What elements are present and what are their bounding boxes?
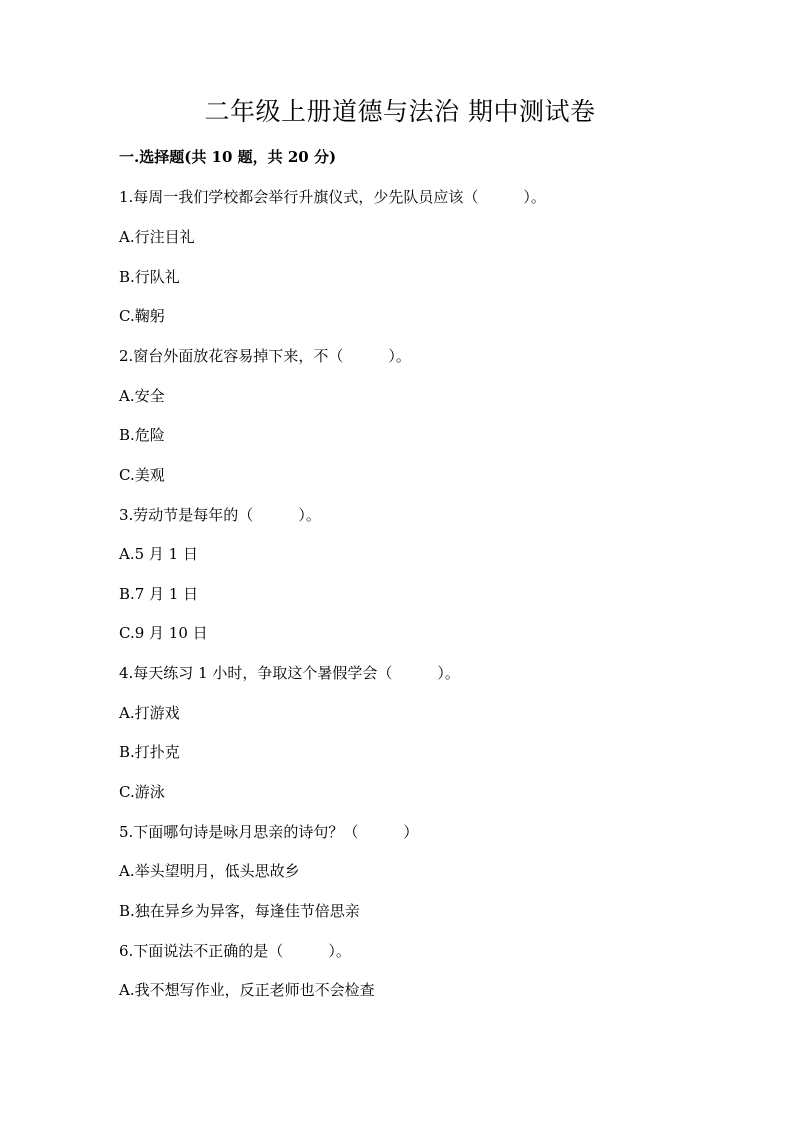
question-2-option-a: A.安全 <box>119 387 165 405</box>
question-6-stem: 6.下面说法不正确的是（ ）。 <box>119 942 351 960</box>
question-6-option-a: A.我不想写作业，反正老师也不会检查 <box>119 981 375 999</box>
question-5-option-b: B.独在异乡为异客，每逢佳节倍思亲 <box>119 902 360 920</box>
question-3-stem: 3.劳动节是每年的（ ）。 <box>119 506 321 524</box>
question-3-option-b: B.7 月 1 日 <box>119 585 199 603</box>
question-2-option-b: B.危险 <box>119 426 165 444</box>
section-heading: 一.选择题(共 10 题，共 20 分) <box>119 148 337 166</box>
question-5-option-a: A.举头望明月，低头思故乡 <box>119 862 300 880</box>
question-1-option-c: C.鞠躬 <box>119 307 165 325</box>
question-4-stem: 4.每天练习 1 小时，争取这个暑假学会（ ）。 <box>119 664 460 682</box>
question-4-option-a: A.打游戏 <box>119 704 180 722</box>
question-3-option-a: A.5 月 1 日 <box>119 545 198 563</box>
question-2-stem: 2.窗台外面放花容易掉下来，不（ ）。 <box>119 347 411 365</box>
question-4-option-b: B.打扑克 <box>119 743 180 761</box>
question-1-option-a: A.行注目礼 <box>119 228 195 246</box>
page-title: 二年级上册道德与法治 期中测试卷 <box>204 97 596 126</box>
question-5-stem: 5.下面哪句诗是咏月思亲的诗句？（ ） <box>119 823 419 841</box>
question-1-option-b: B.行队礼 <box>119 268 180 286</box>
question-2-option-c: C.美观 <box>119 466 165 484</box>
question-1-stem: 1.每周一我们学校都会举行升旗仪式，少先队员应该（ ）。 <box>119 188 546 206</box>
question-4-option-c: C.游泳 <box>119 783 165 801</box>
question-3-option-c: C.9 月 10 日 <box>119 624 208 642</box>
